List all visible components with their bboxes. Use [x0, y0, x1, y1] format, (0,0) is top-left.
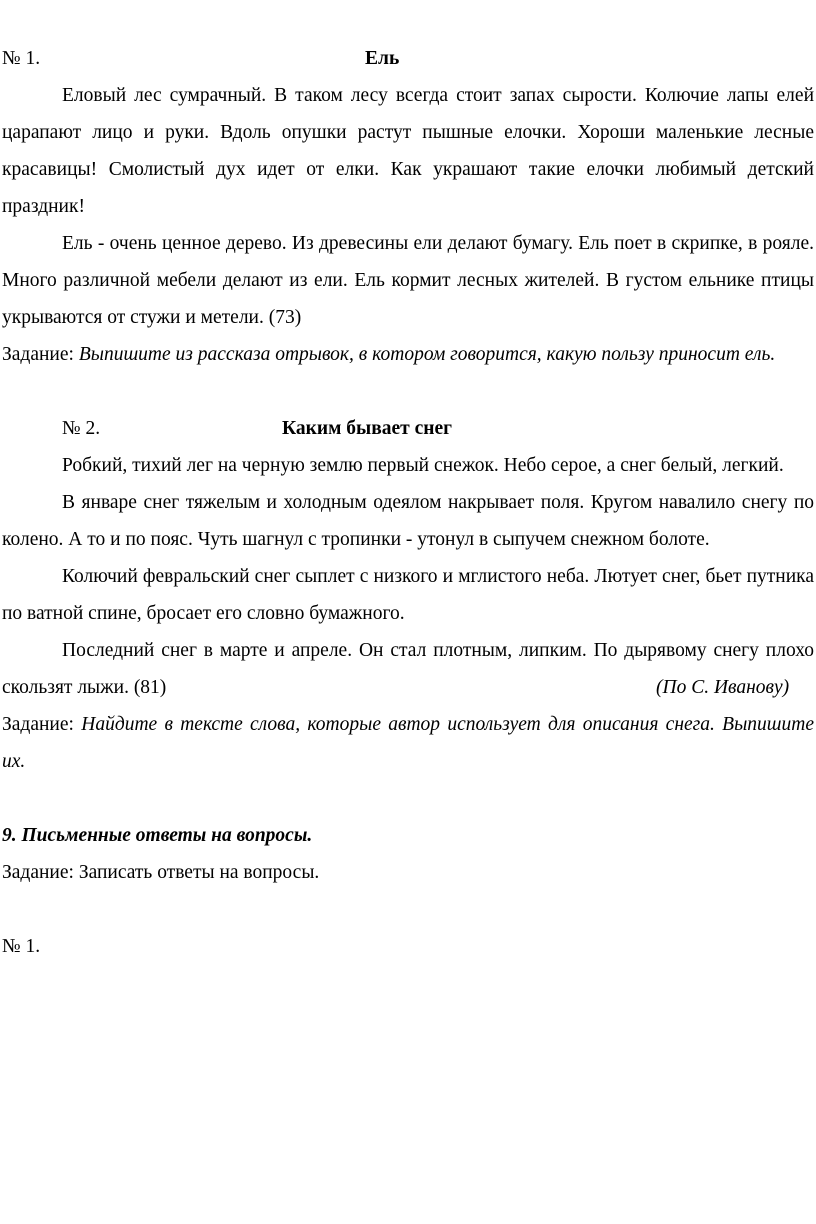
exercise-2-paragraph-1: Робкий, тихий лег на черную землю первый снежок. Небо серое, а снег белый, легкий.: [62, 455, 784, 476]
exercise-2-header: [2, 410, 814, 447]
exercise-2-paragraph-3: Колючий февральский снег сыплет с низкого и мглистого неба. Лютует снег, бьет путника по ватной спине, бросает его словно бумажного.: [2, 566, 814, 624]
section-9-heading: 9. Письменные ответы на вопросы.: [2, 825, 313, 846]
document-body: [2, 40, 814, 965]
exercise-1-header: [2, 40, 814, 77]
exercise-2-attribution: (По С. Иванову): [656, 677, 790, 698]
exercise-1-paragraph-1: Еловый лес сумрачный. В таком лесу всегда стоит запах сырости. Колючие лапы елей царапают лицо и руки. Вдоль опушки растут пышные елочки. Хороши маленькие лесные красавицы! Смолистый дух идет от елки. Как украшают такие елочки любимый детский праздник!: [2, 85, 814, 217]
section-9-task-line: Задание: Записать ответы на вопросы.: [2, 862, 320, 883]
exercise-2-task: [2, 706, 814, 780]
spacer: [2, 780, 814, 817]
spacer: [2, 891, 814, 928]
exercise-2-task-label: Задание:: [2, 714, 74, 735]
exercise-2-title: Каким бывает снег: [282, 418, 453, 439]
next-exercise-number: № 1.: [2, 936, 41, 957]
spacer: [2, 373, 814, 410]
exercise-2-paragraph-4-text: Последний снег в марте и апреле. Он стал плотным, липким. По дырявому снегу плохо скользят лыжи. (81): [2, 640, 814, 698]
exercise-1-task: [2, 336, 814, 373]
exercise-2-paragraph-2: В январе снег тяжелым и холодным одеялом накрывает поля. Кругом навалило снегу по колено. А то и по пояс. Чуть шагнул с тропинки - утонул в сыпучем снежном болоте.: [2, 492, 814, 550]
exercise-1-title: Ель: [365, 48, 400, 69]
exercise-2-paragraph-4: [2, 632, 814, 706]
exercise-1-paragraph-2: Ель - очень ценное дерево. Из древесины ели делают бумагу. Ель поет в скрипке, в рояле. Много различной мебели делают из ели. Ель кормит лесных жителей. В густом ельнике птицы укрываются от стужи и метели. (73): [2, 233, 814, 328]
exercise-1-number: № 1.: [2, 48, 41, 69]
exercise-1-task-text: Выпишите из рассказа отрывок, в котором говорится, какую пользу приносит ель.: [78, 344, 776, 365]
exercise-1-task-label: Задание:: [2, 344, 74, 365]
exercise-2-number: № 2.: [62, 418, 101, 439]
exercise-2-task-text: Найдите в тексте слова, которые автор использует для описания снега. Выпишите их.: [2, 714, 815, 772]
